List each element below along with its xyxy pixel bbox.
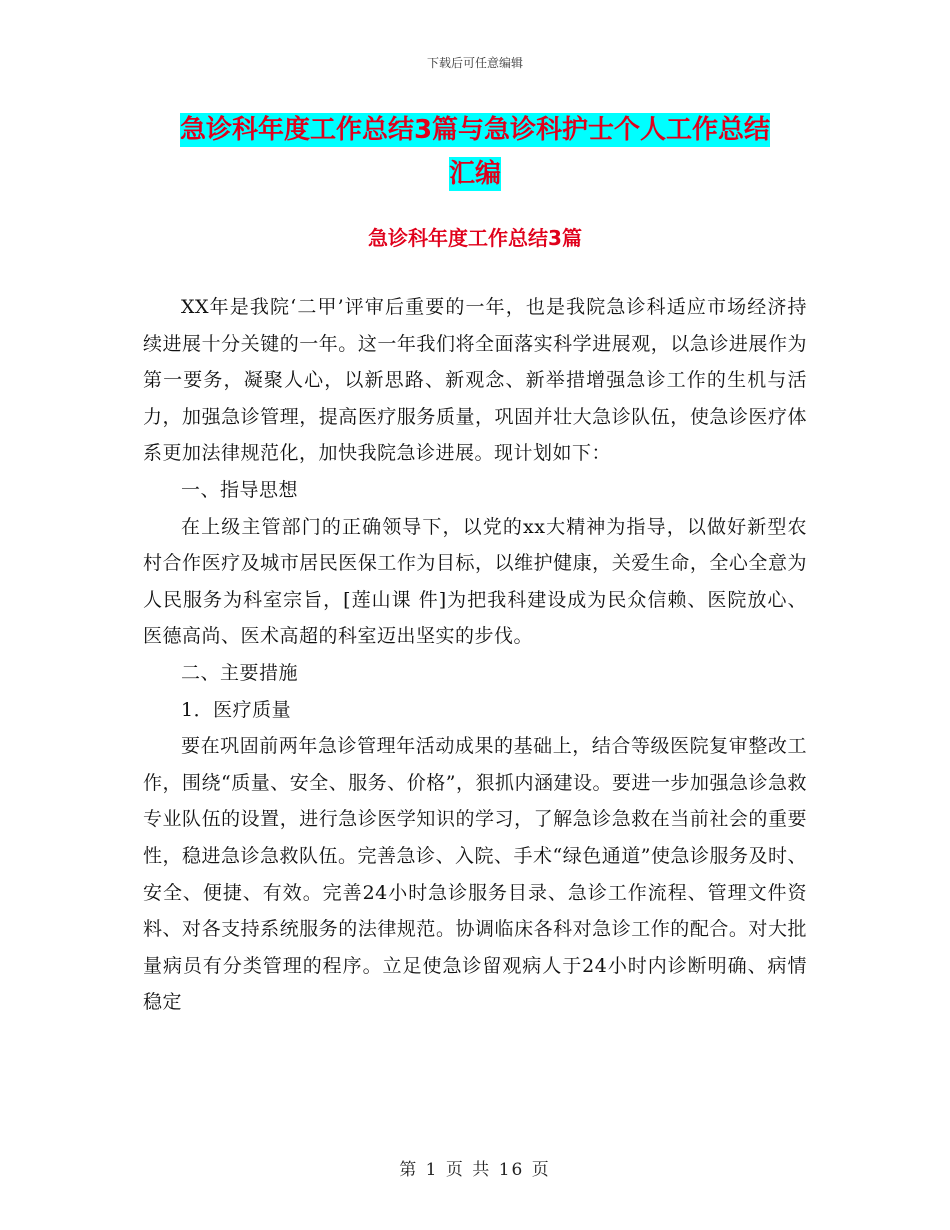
title-line-2: 汇编 — [448, 159, 501, 189]
title-line-1: 急诊科年度工作总结3篇与急诊科护士个人工作总结 — [179, 115, 771, 145]
page-footer: 第 1 页 共 16 页 — [399, 1160, 551, 1180]
paragraph-guiding-ideology: 在上级主管部门的正确领导下，以党的xx大精神为指导，以做好新型农村合作医疗及城市居民医保工作为目标，以维护健康，关爱生命，全心全意为人民服务为科室宗旨，[莲山课 件]为把我科建设成为民众信赖、医院放心、医德高尚、医术高超的科室迈出坚实的步伐。 — [143, 515, 807, 648]
heading-main-measures: 二、主要措施 — [181, 661, 299, 684]
paragraph-intro: XX年是我院‘二甲’评审后重要的一年，也是我院急诊科适应市场经济持续进展十分关键的一年。这一年我们将全面落实科学进展观，以急诊进展作为第一要务，凝聚人心，以新思路、新观念、新举措增强急诊工作的生机与活力，加强急诊管理，提高医疗服务质量，巩固并壮大急诊队伍，使急诊医疗体系更加法律规范化，加快我院急诊进展。现计划如下： — [143, 296, 807, 465]
section-title: 急诊科年度工作总结3篇 — [368, 226, 582, 250]
heading-guiding-ideology: 一、指导思想 — [181, 478, 299, 501]
paragraph-medical-quality: 要在巩固前两年急诊管理年活动成果的基础上，结合等级医院复审整改工作，围绕“质量、安全、服务、价格”，狠抓内涵建设。要进一步加强急诊急救专业队伍的设置，进行急诊医学知识的学习，了解急诊急救在当前社会的重要性，稳进急诊急救队伍。完善急诊、入院、手术“绿色通道”使急诊服务及时、安全、便捷、有效。完善24小时急诊服务目录、急诊工作流程、管理文件资料、对各支持系统服务的法律规范。协调临床各科对急诊工作的配合。对大批量病员有分类管理的程序。立足使急诊留观病人于24小时内诊断明确、病情稳定 — [143, 735, 807, 1014]
header-note: 下载后可任意编辑 — [426, 56, 523, 70]
document-title — [140, 108, 810, 196]
heading-medical-quality: 1．医疗质量 — [181, 698, 292, 721]
document-body — [143, 289, 807, 1021]
